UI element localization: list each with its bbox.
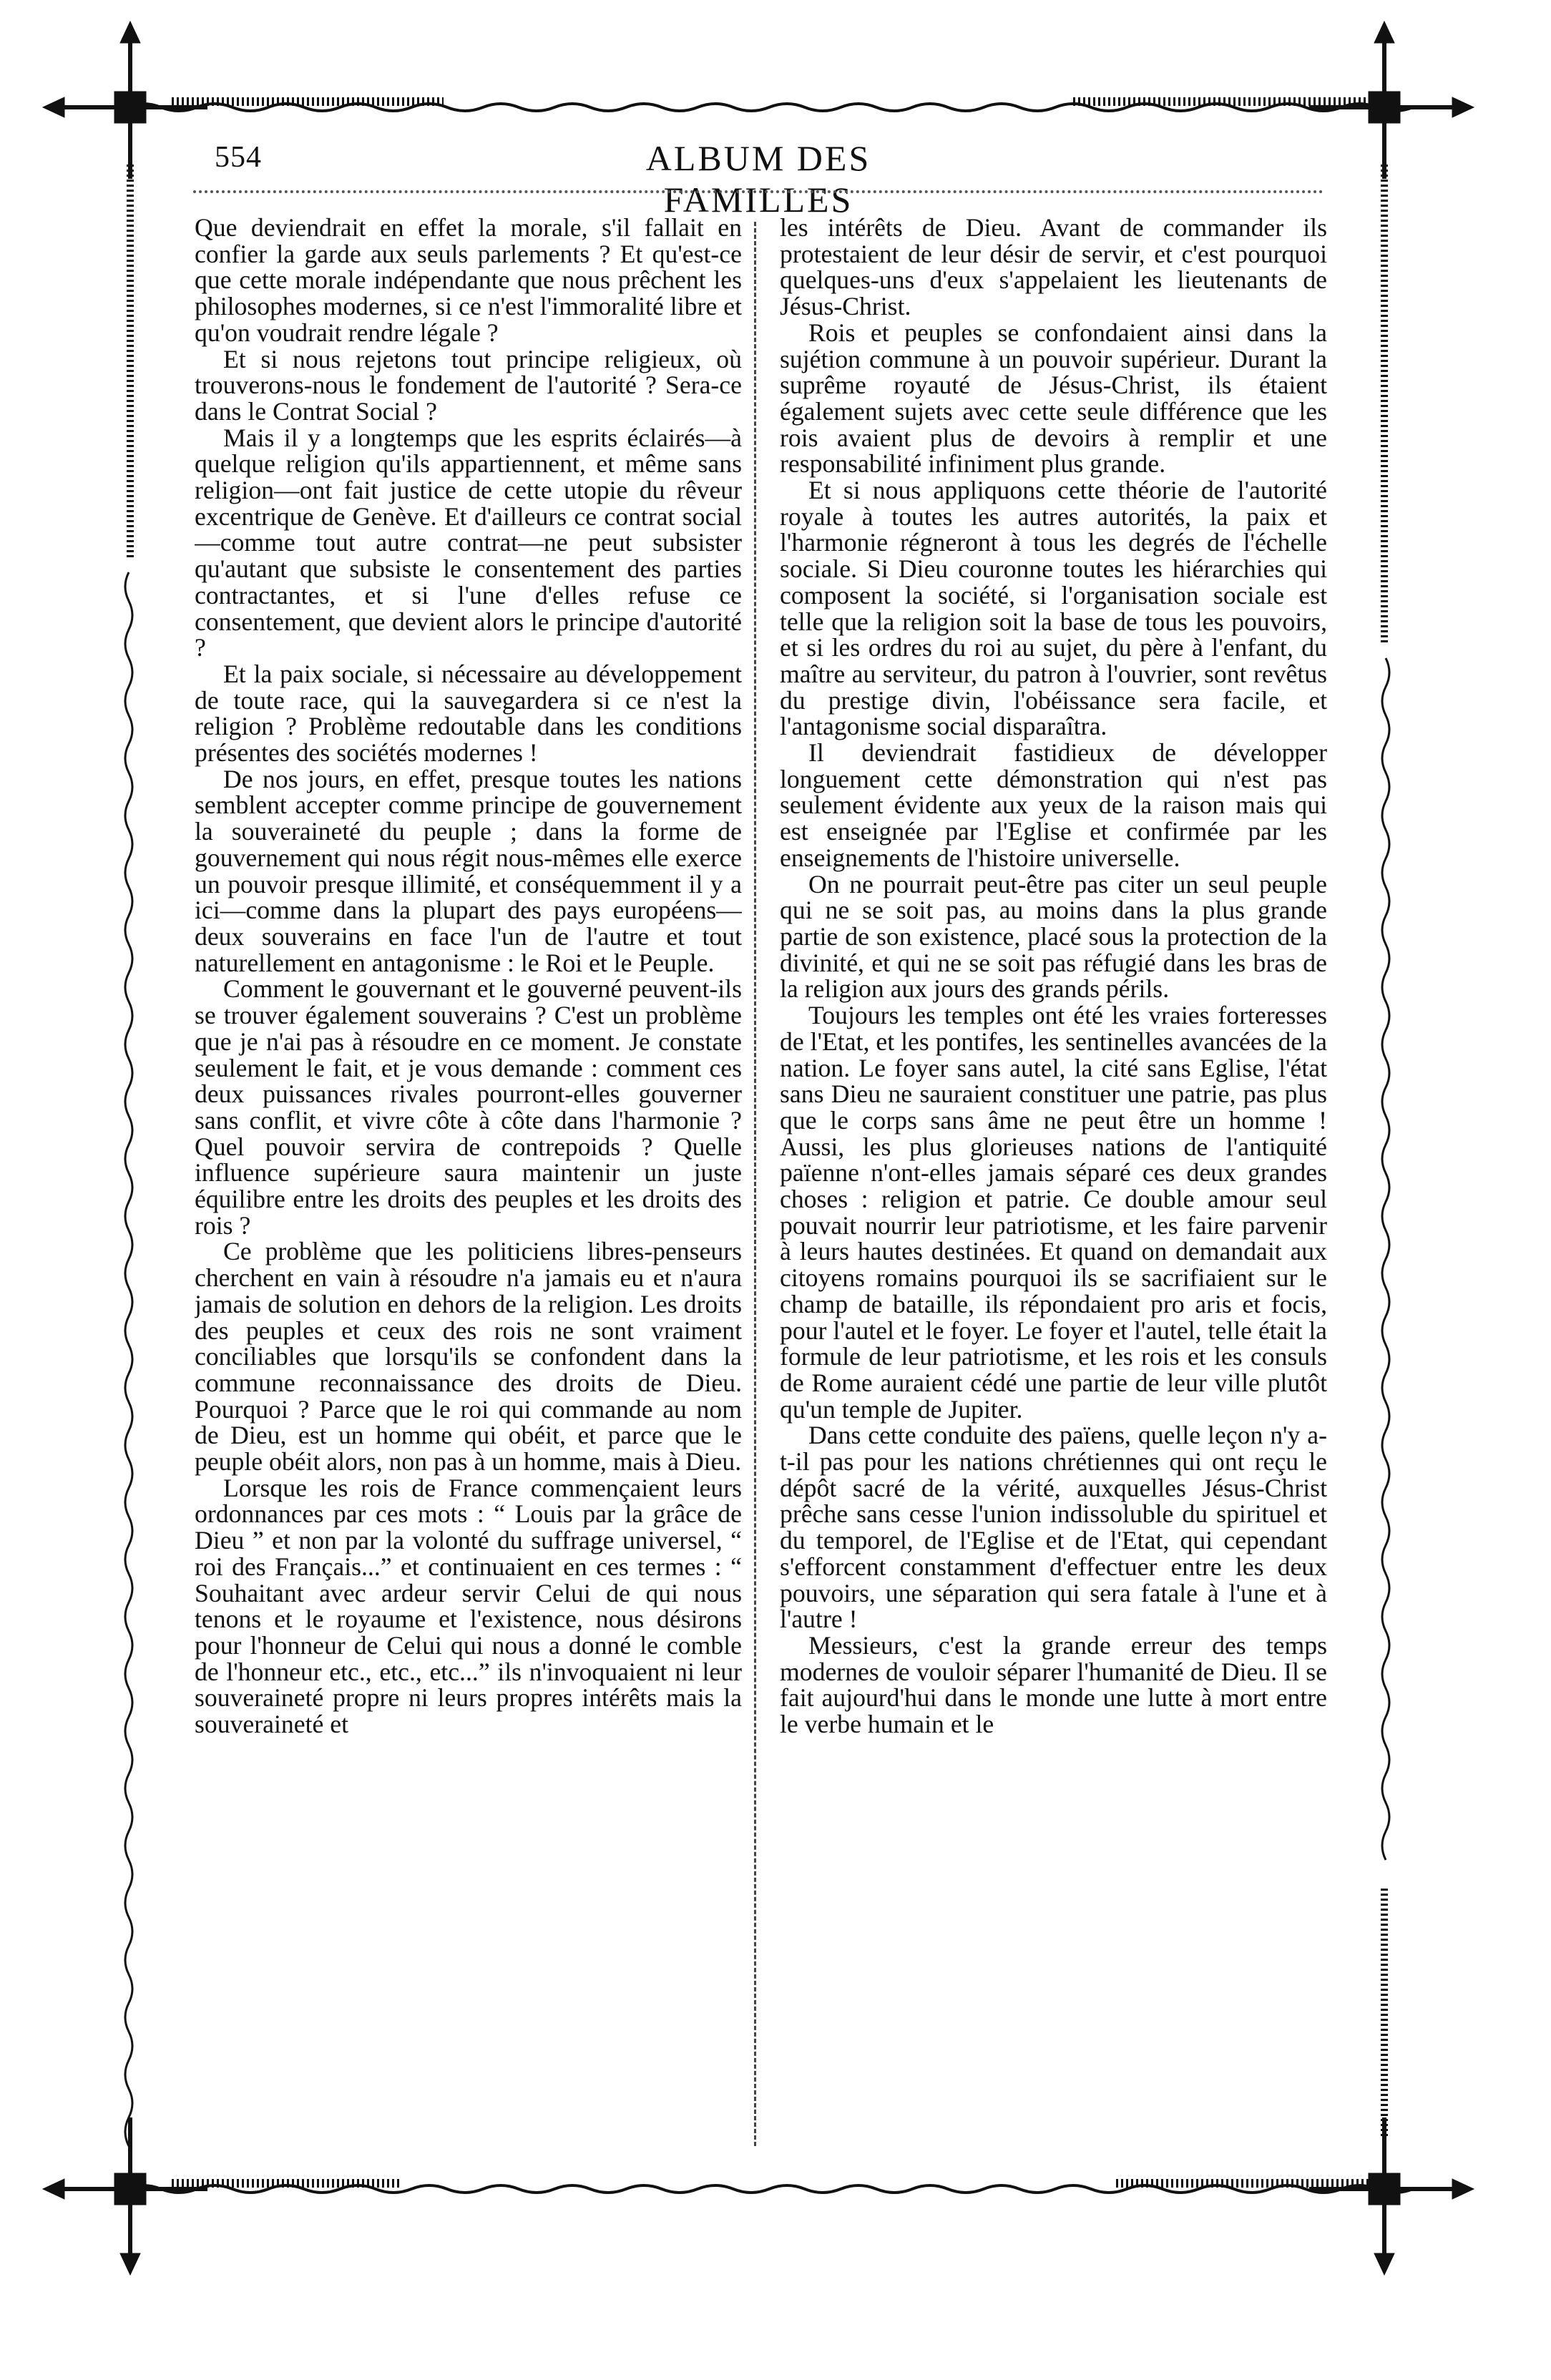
paragraph: Ce problème que les politiciens libres-penseurs cherchent en vain à résoudre n'a jamais eu et n'aura jamais de solution en dehors de la religion. Les droits des peuples et ceux des rois ne sont vraiment conciliables que lorsqu'ils se confondent dans la commune reconnaissance des droits de Dieu. Pourquoi ? Parce que le roi qui commande au nom de Dieu, est un homme qui obéit, et parce que le peuple obéit alors, non pas à un homme, mais à Dieu. [195,1237,742,1477]
paragraph: Dans cette conduite des païens, quelle leçon n'y a-t-il pas pour les nations chrétiennes qui ont reçu le dépôt sacré de la vérité, auxquelles Jésus-Christ prêche sans cesse l'union indissoluble du spirituel et du temporel, de l'Eglise et de l'Etat, qui cependant s'efforcent constamment d'effectuer entre les deux pouvoirs, une séparation qui sera fatale à l'une et à l'autre ! [780,1421,1327,1634]
bottom-border [125,2183,1413,2193]
left-border [125,165,132,2146]
left-column [195,215,742,2153]
paragraph: Toujours les temples ont été les vraies forteresses de l'Etat, et les pontifes, les sentinelles avancées de la nation. Le foyer sans autel, la cité sans Eglise, l'état sans Dieu ne sauraient constituer une patrie, pas plus que le corps sans âme ne peut être un homme ! Aussi, les plus glorieuses nations de l'antiquité païenne n'ont-elles jamais séparé ces deux grandes choses : religion et patrie. Ce double amour seul pouvait nourrir leur patriotisme, et les faire parvenir à leurs hautes destinées. Et quand on demandait aux citoyens romains pourquoi ils se sacrifiaient sur le champ de bataille, ils répondaient pro aris et focis, pour l'autel et le foyer. Le foyer et l'autel, telle était la formule de leur patriotisme, et les rois et les consuls de Rome auraient cédé une partie de leur ville plutôt qu'un temple de Jupiter. [780,1001,1327,1424]
cross-fleuron-icon [43,2117,207,2275]
paragraph: Et la paix sociale, si nécessaire au développement de toute race, qui la sauvegardera si ce n'est la religion ? Problème redoutable dans les conditions présentes des sociétés modernes ! [195,659,742,768]
running-title: ALBUM DES FAMILLES [645,138,871,220]
paragraph: Mais il y a longtemps que les esprits éclairés—à quelque religion qu'ils appartiennent, et même sans religion—ont fait justice de cette utopie du rêveur excentrique de Genève. Et d'ailleurs ce contrat social—comme tout autre contrat—ne peut subsister qu'autant que subsiste le consentement des parties contractantes, et si l'une d'elles refuse ce consentement, que devient alors le principe d'autorité ? [195,423,742,662]
paragraph: Et si nous rejetons tout principe religieux, où trouverons-nous le fondement de l'autorité ? Sera-ce dans le Contrat Social ? [195,344,742,426]
paragraph: On ne pourrait peut-être pas citer un seul peuple qui ne se soit pas, au moins dans la plus grande partie de son existence, placé sous la protection de la divinité, et qui ne se soit pas réfugié dans les bras de la religion aux jours des grands périls. [780,869,1327,1004]
cross-fleuron-icon [1309,2117,1474,2275]
paragraph: Lorsque les rois de France commençaient leurs ordonnances par ces mots : “ Louis par la grâce de Dieu ” et non par la volonté du suffrage universel, “ roi des Français...” et continuaient en ces termes : “ Souhaitant avec ardeur servir Celui de qui nous tenons et le royaume et l'existence, nous désirons pour l'honneur de Celui qui nous a donné le comble de l'honneur etc., etc., etc...” ils n'invoquaient ni leur souveraineté propre ni leurs propres intérêts mais la souveraineté et [195,1473,742,1739]
paragraph: Et si nous appliquons cette théorie de l'autorité royale à toutes les autres autorités, la paix et l'harmonie régneront à tous les degrés de l'échelle sociale. Si Dieu couronne toutes les hiérarchies qui composent la société, si l'organisation sociale est telle que la religion soit la base de tous les pouvoirs, et si les ordres du roi au sujet, du père à l'enfant, du maître au serviteur, du patron à l'ouvrier, sont revêtus du prestige divin, l'obéissance sera facile, et l'antagonisme social disparaîtra. [780,476,1327,741]
paragraph: Il deviendrait fastidieux de développer longuement cette démonstration qui n'est pas seulement évidente aux yeux de la raison mais qui est enseignée par l'Eglise et confirmée par les enseignements de l'histoire universelle. [780,738,1327,872]
header-rule [193,190,1324,193]
paragraph: les intérêts de Dieu. Avant de commander ils protestaient de leur désir de servir, et c'est pourquoi quelques-uns d'eux s'appelaient les lieutenants de Jésus-Christ. [780,215,1327,321]
paragraph: Comment le gouvernant et le gouverné peuvent-ils se trouver également souverains ? C'est un problème que je n'ai pas à résoudre en ce moment. Je constate seulement le fait, et je vous demande : comment ces deux puissances rivales pourront-elles gouverner sans conflit, et vivre côte à côte dans l'harmonie ? Quel pouvoir servira de contrepoids ? Quelle influence supérieure saura maintenir un juste équilibre entre les droits des peuples et les droits des rois ? [195,974,742,1240]
paragraph: Messieurs, c'est la grande erreur des temps modernes de vouloir séparer l'humanité de Dieu. Il se fait aujourd'hui dans le monde une lutte à mort entre le verbe humain et le [780,1630,1327,1739]
paragraph: De nos jours, en effet, presque toutes les nations semblent accepter comme principe de gouvernement la souveraineté du peuple ; dans la forme de gouvernement qui nous régit nous-mêmes elle exerce un pouvoir presque illimité, et conséquemment il y a ici—comme dans la plupart des pays européens—deux souverains en face l'un de l'autre et tout naturellement en antagonisme : le Roi et le Peuple. [195,764,742,977]
paragraph: Rois et peuples se confondaient ainsi dans la sujétion commune à un pouvoir supérieur. Durant la suprême royauté de Jésus-Christ, ils étaient également sujets avec cette seule différence que les rois avaient plus de devoirs à remplir et une responsabilité infiniment plus grande. [780,318,1327,479]
paragraph: Que deviendrait en effet la morale, s'il fallait en confier la garde aux seuls parlements ? Et qu'est-ce que cette morale indépendante que nous prêchent les philosophes modernes, si ce n'est l'immoralité libre et qu'on voudrait rendre légale ? [195,215,742,347]
right-border [1382,165,1389,2139]
top-border [125,102,1413,111]
right-column [780,215,1327,2153]
column-divider [754,222,756,2146]
page-number: 554 [215,141,262,174]
